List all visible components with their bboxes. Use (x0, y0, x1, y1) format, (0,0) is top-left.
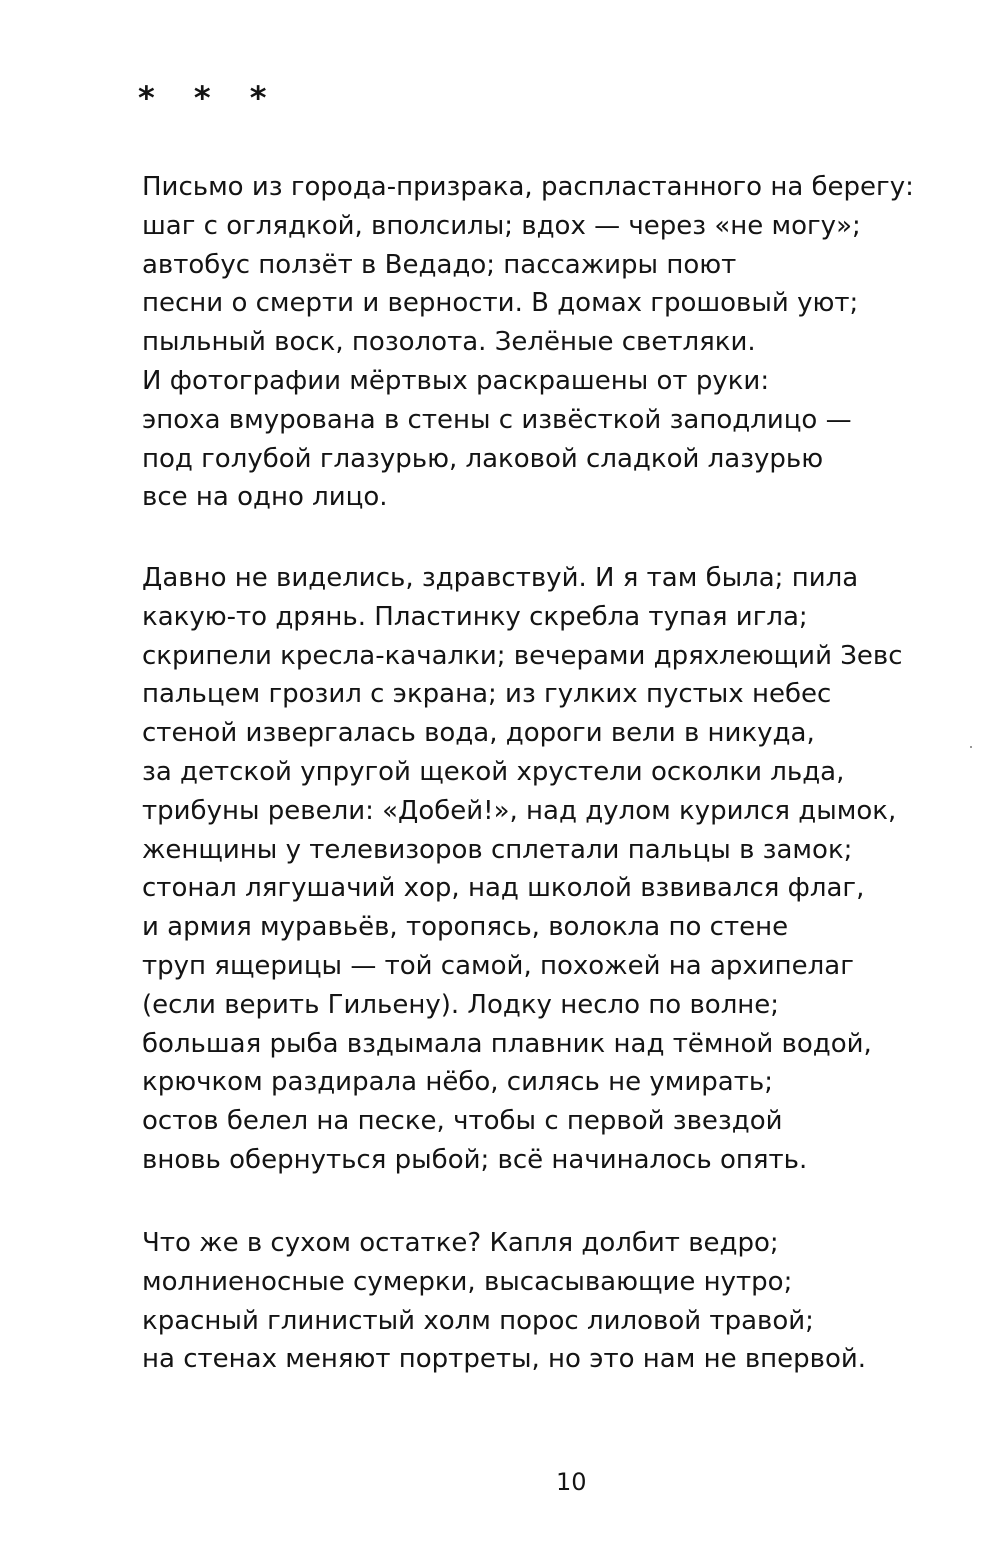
verse-line: скрипели кресла-качалки; вечерами дряхлеющий Зевс (142, 640, 903, 671)
verse-line: Что же в сухом остатке? Капля долбит ведро; (142, 1228, 779, 1258)
verse-line: Давно не виделись, здравствуй. И я там была; пила (142, 563, 859, 593)
page-number: 10 (556, 1468, 587, 1496)
verse-line: стеной извергалась вода, дороги вели в никуда, (142, 718, 815, 749)
verse-line: пыльный воск, позолота. Зелёные светляки. (142, 327, 756, 358)
verse-line: все на одно лицо. (142, 482, 388, 513)
verse-line: молниеносные сумерки, высасывающие нутро; (142, 1266, 793, 1297)
section-ornament: * * * (138, 79, 281, 117)
verse-line: за детской упругой щекой хрустели осколки льда, (142, 756, 845, 787)
verse-line: эпоха вмурована в стены с извёсткой заподлицо — (142, 404, 852, 435)
verse-line: шаг с оглядкой, вполсилы; вдох — через «не могу»; (142, 210, 861, 241)
verse-line: стонал лягушачий хор, над школой взвивался флаг, (142, 873, 865, 904)
verse-line: большая рыба вздымала плавник над тёмной водой, (142, 1028, 872, 1059)
verse-line: женщины у телевизоров сплетали пальцы в замок; (142, 834, 853, 865)
verse-line: пальцем грозил с экрана; из гулких пустых небес (142, 679, 832, 710)
paper-speck (970, 746, 972, 748)
stanza (142, 1224, 866, 1379)
verse-line: трибуны ревели: «Добей!», над дулом курился дымок, (142, 795, 897, 826)
verse-line: автобус ползёт в Ведадо; пассажиры поют (142, 249, 737, 280)
verse-line: труп ящерицы — той самой, похожей на архипелаг (142, 950, 854, 981)
verse-line: под голубой глазурью, лаковой сладкой лазурью (142, 443, 824, 474)
verse-line: крючком раздирала нёбо, силясь не умирать; (142, 1067, 773, 1098)
verse-line: и армия муравьёв, торопясь, волокла по стене (142, 912, 789, 943)
verse-line: И фотографии мёртвых раскрашены от руки: (142, 365, 770, 396)
verse-line: вновь обернуться рыбой; всё начиналось опять. (142, 1144, 808, 1175)
verse-line: красный глинистый холм порос лиловой травой; (142, 1305, 814, 1336)
stanza (142, 168, 914, 517)
verse-line: (если верить Гильену). Лодку несло по волне; (142, 989, 780, 1020)
verse-line: какую-то дрянь. Пластинку скребла тупая игла; (142, 601, 808, 632)
verse-line: на стенах меняют портреты, но это нам не впервой. (142, 1344, 867, 1375)
verse-line: остов белел на песке, чтобы с первой звездой (142, 1106, 783, 1137)
verse-line: Письмо из города-призрака, распластанного на берегу: (142, 172, 914, 202)
stanza (142, 559, 903, 1180)
verse-line: песни о смерти и верности. В домах грошовый уют; (142, 288, 859, 319)
